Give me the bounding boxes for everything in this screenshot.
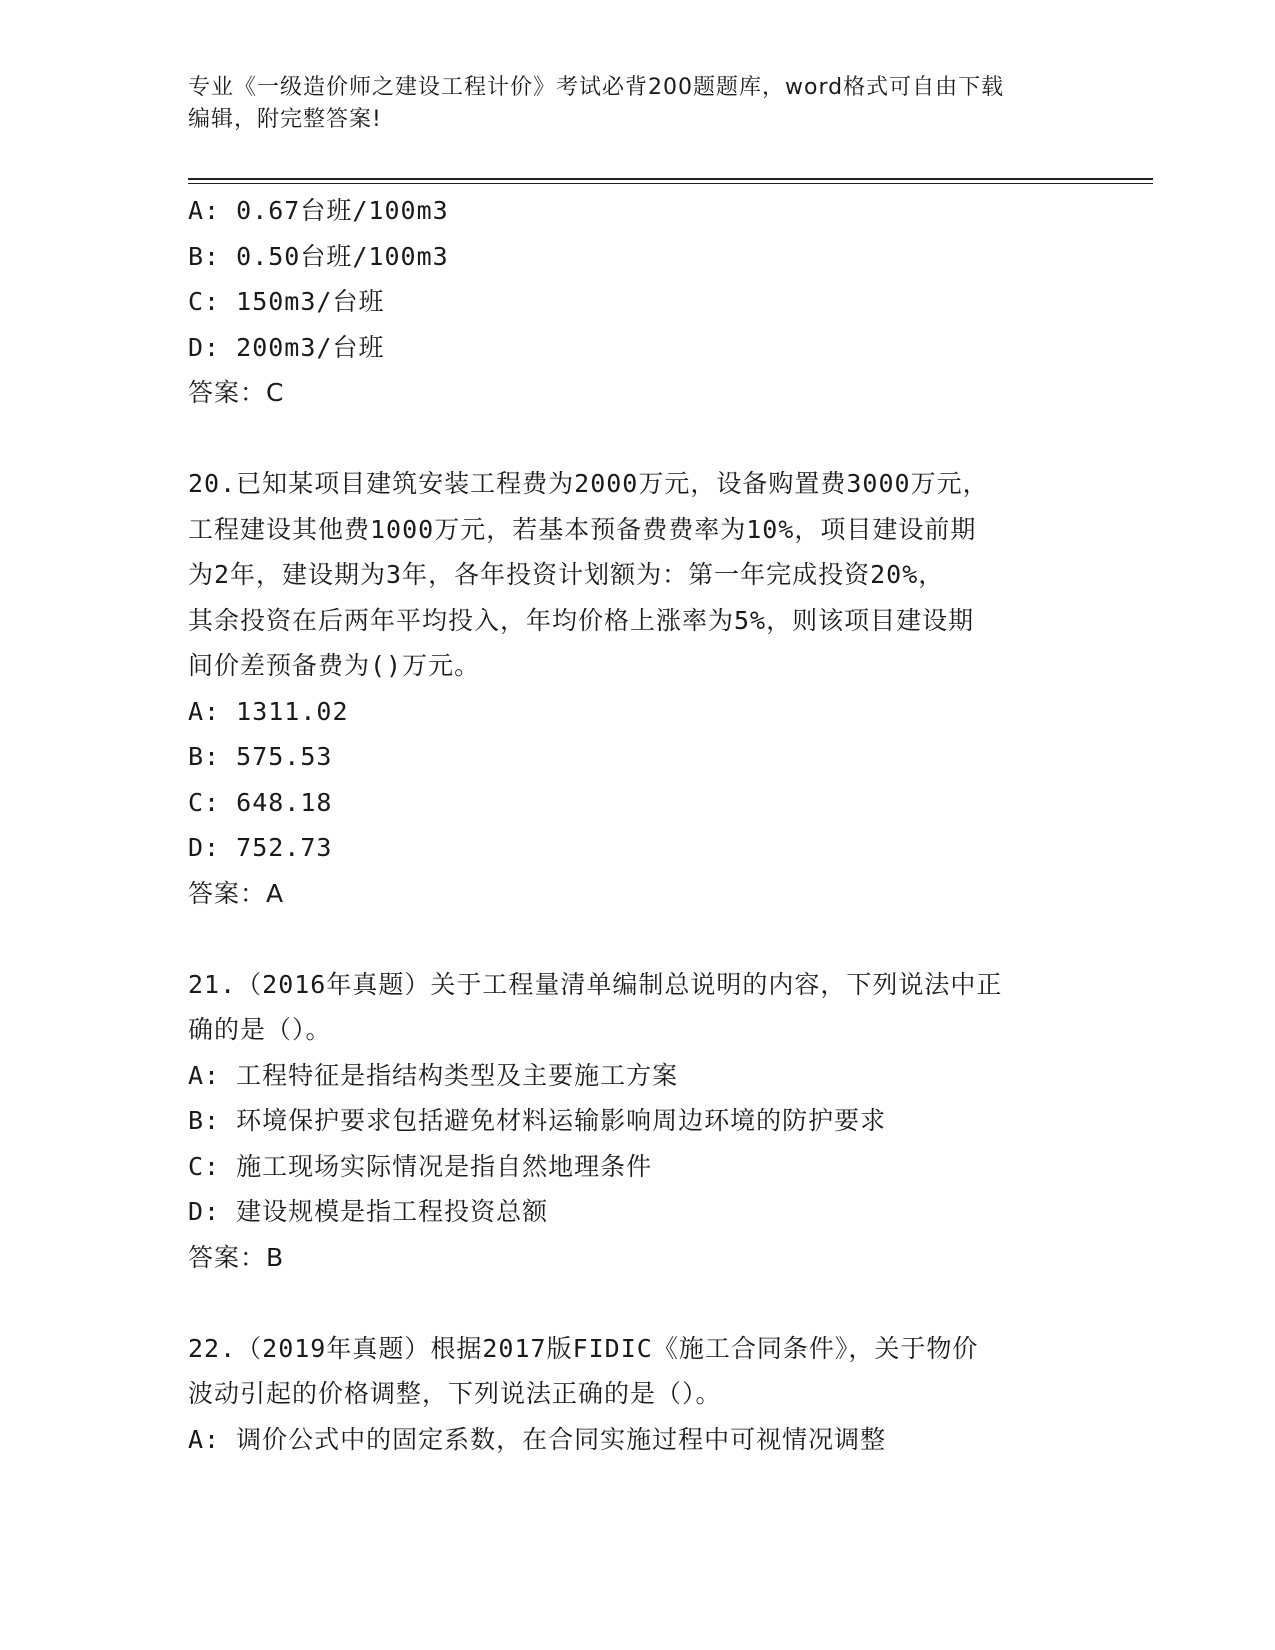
- question-content: [188, 188, 1088, 1462]
- question-20: [188, 461, 1088, 916]
- option-a: A: 0.67台班/100m3: [188, 196, 449, 225]
- header-divider-thin: [188, 183, 1153, 184]
- question-text-line: 为2年，建设期为3年，各年投资计划额为：第一年完成投资20%，: [188, 560, 945, 589]
- header-line-2: 编辑，附完整答案!: [188, 107, 382, 132]
- option-c: C: 施工现场实际情况是指自然地理条件: [188, 1151, 653, 1181]
- option-b: B: 环境保护要求包括避免材料运输影响周边环境的防护要求: [188, 1106, 887, 1135]
- header-line-1: 专业《一级造价师之建设工程计价》考试必背200题题库，word格式可自由下载: [188, 75, 1005, 100]
- answer: 答案：C: [188, 378, 285, 407]
- option-c: C: 648.18: [188, 787, 333, 817]
- question-19: [188, 188, 1088, 416]
- document-header: [188, 72, 1088, 136]
- question-text-line: 22.（2019年真题）根据2017版FIDIC《施工合同条件》，关于物价: [188, 1333, 979, 1363]
- question-text-line: 确的是（）。: [188, 1015, 332, 1044]
- question-text-line: 21.（2016年真题）关于工程量清单编制总说明的内容，下列说法中正: [188, 969, 1003, 999]
- option-a: A: 工程特征是指结构类型及主要施工方案: [188, 1060, 679, 1090]
- header-divider-thick: [188, 178, 1153, 180]
- question-text-line: 间价差预备费为()万元。: [188, 651, 481, 680]
- question-text-line: 20.已知某项目建筑安装工程费为2000万元，设备购置费3000万元，: [188, 469, 989, 498]
- option-b: B: 0.50台班/100m3: [188, 241, 449, 271]
- question-text-line: 其余投资在后两年平均投入，年均价格上涨率为5%，则该项目建设期: [188, 605, 975, 635]
- question-22: [188, 1326, 1088, 1463]
- option-a: A: 1311.02: [188, 696, 349, 726]
- option-a: A: 调价公式中的固定系数，在合同实施过程中可视情况调整: [188, 1424, 887, 1454]
- option-d: D: 752.73: [188, 833, 333, 862]
- option-c: C: 150m3/台班: [188, 287, 385, 316]
- answer: 答案：B: [188, 1242, 285, 1272]
- option-b: B: 575.53: [188, 742, 333, 771]
- question-text-line: 工程建设其他费1000万元，若基本预备费费率为10%，项目建设前期: [188, 514, 977, 544]
- option-d: D: 200m3/台班: [188, 332, 385, 362]
- question-text-line: 波动引起的价格调整，下列说法正确的是（）。: [188, 1379, 722, 1408]
- option-d: D: 建设规模是指工程投资总额: [188, 1197, 549, 1226]
- answer: 答案：A: [188, 878, 285, 908]
- question-21: [188, 962, 1088, 1281]
